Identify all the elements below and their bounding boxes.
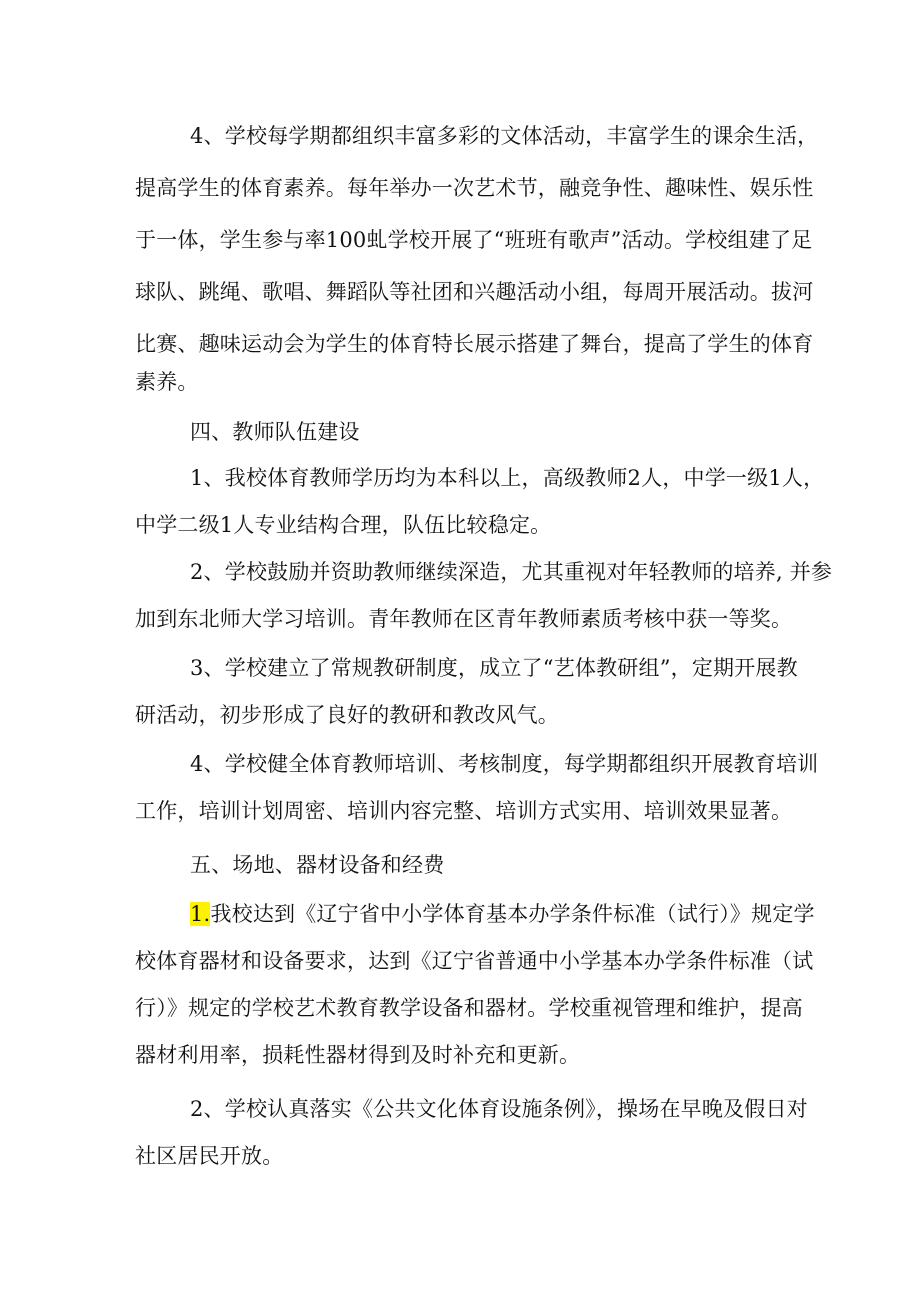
paragraph-line: 加到东北师大学习培训。青年教师在区青年教师素质考核中获一等奖。 [135, 607, 793, 631]
paragraph-line: 中学二级1人专业结构合理，队伍比较稳定。 [135, 513, 552, 537]
paragraph-line: 社区居民开放。 [135, 1144, 284, 1168]
section-heading: 五、场地、器材设备和经费 [190, 853, 445, 877]
paragraph-line: 校体育器材和设备要求，达到《辽宁省普通中小学基本办学条件标准（试 [135, 949, 814, 973]
paragraph-line: 行）》规定的学校艺术教育教学设备和器材。学校重视管理和维护，提高 [135, 996, 803, 1020]
paragraph-line: 4、学校健全体育教师培训、考核制度，每学期都组织开展教育培训 [190, 752, 819, 776]
paragraph-line: 提高学生的体育素养。每年举办一次艺术节，融竞争性、趣味性、娱乐性 [135, 176, 814, 200]
paragraph-line: 2、学校鼓励并资助教师继续深造，尤其重视对年轻教师的培养, 并参 [190, 560, 833, 584]
section-heading: 四、教师队伍建设 [190, 420, 360, 444]
paragraph-line: 1、我校体育教师学历均为本科以上，高级教师2人，中学一级1人， [190, 466, 825, 490]
paragraph-line: 工作，培训计划周密、培训内容完整、培训方式实用、培训效果显著。 [135, 799, 793, 823]
paragraph-line: 球队、跳绳、歌唱、舞蹈队等社团和兴趣活动小组，每周开展活动。拔河 [135, 280, 814, 304]
paragraph-line [190, 899, 815, 929]
paragraph-line-text: 我校达到《辽宁省中小学体育基本办学条件标准（试行）》规定学 [210, 902, 815, 926]
paragraph-line: 4、学校每学期都组织丰富多彩的文体活动，丰富学生的课余生活， [190, 124, 819, 148]
paragraph-line: 比赛、趣味运动会为学生的体育特长展示搭建了舞台，提高了学生的体育 [135, 332, 814, 356]
paragraph-line: 于一体，学生参与率100虬学校开展了“班班有歌声”活动。学校组建了足 [135, 228, 813, 252]
highlight-marker: 1. [190, 902, 211, 926]
paragraph-line: 3、学校建立了常规教研制度，成立了“艺体教研组”，定期开展教 [190, 656, 798, 680]
paragraph-line: 素养。 [135, 370, 199, 394]
paragraph-line: 研活动，初步形成了良好的教研和教改风气。 [135, 703, 559, 727]
paragraph-line: 器材利用率，损耗性器材得到及时补充和更新。 [135, 1043, 581, 1067]
paragraph-line: 2、学校认真落实《公共文化体育设施条例》，操场在早晚及假日对 [190, 1097, 808, 1121]
